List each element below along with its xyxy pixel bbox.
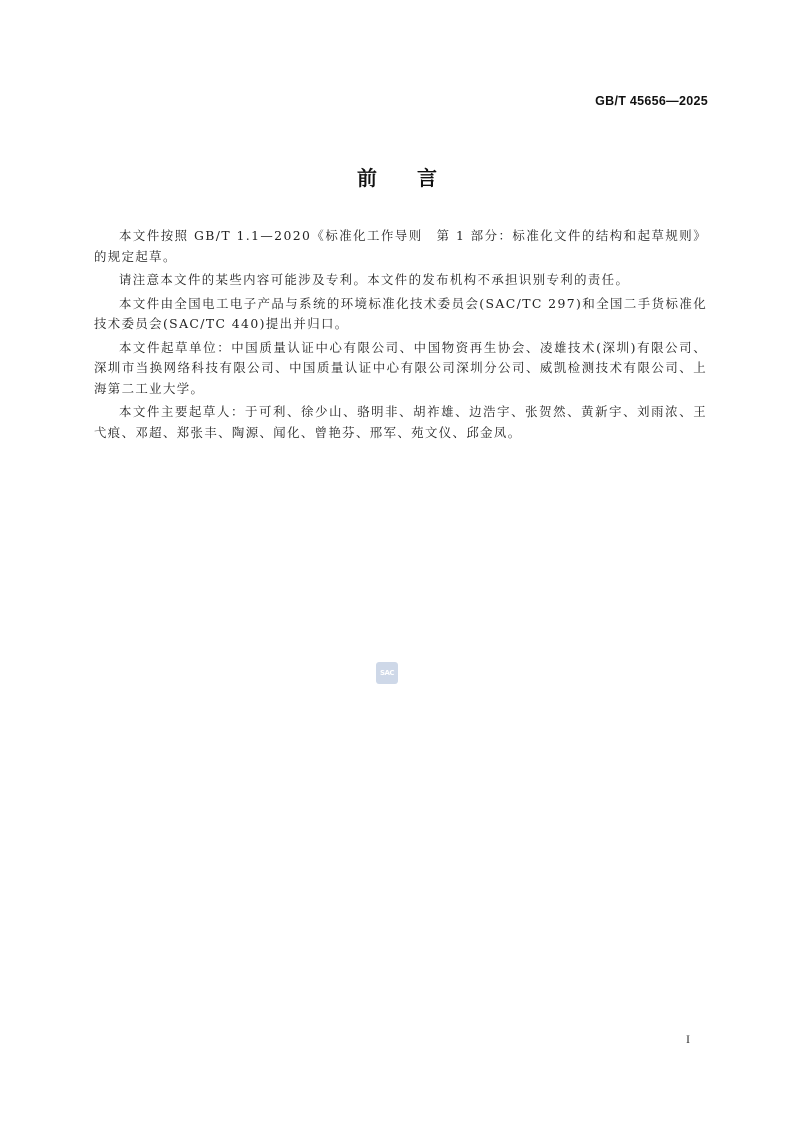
paragraph-drafters: 本文件主要起草人：于可利、徐少山、骆明非、胡祚雄、边浩宇、张贺然、黄新宇、刘雨浓、王弋痕、邓超、郑张丰、陶源、闻化、曾艳芬、邢军、苑文仪、邱金凤。 (94, 404, 707, 440)
preface-body (94, 226, 707, 446)
paragraph-proposer: 本文件由全国电工电子产品与系统的环境标准化技术委员会(SAC/TC 297)和全国二手货标准化技术委员会(SAC/TC 440)提出并归口。 (94, 295, 707, 331)
standard-code: GB/T 45656—2025 (595, 94, 708, 108)
paragraph-drafting-units: 本文件起草单位：中国质量认证中心有限公司、中国物资再生协会、凌雄技术(深圳)有限公司、深圳市当换网络科技有限公司、中国质量认证中心有限公司深圳分公司、威凯检测技术有限公司、上海第二工业大学。 (94, 339, 707, 396)
page-title: 前言 (357, 166, 477, 190)
paragraph-drafting-rules: 本文件按照 GB/T 1.1—2020《标准化工作导则 第 1 部分：标准化文件的结构和起草规则》的规定起草。 (94, 228, 707, 264)
page-number: I (686, 1032, 690, 1046)
sac-watermark-logo: SAC (376, 662, 398, 684)
paragraph-patent-notice: 请注意本文件的某些内容可能涉及专利。本文件的发布机构不承担识别专利的责任。 (119, 272, 630, 287)
